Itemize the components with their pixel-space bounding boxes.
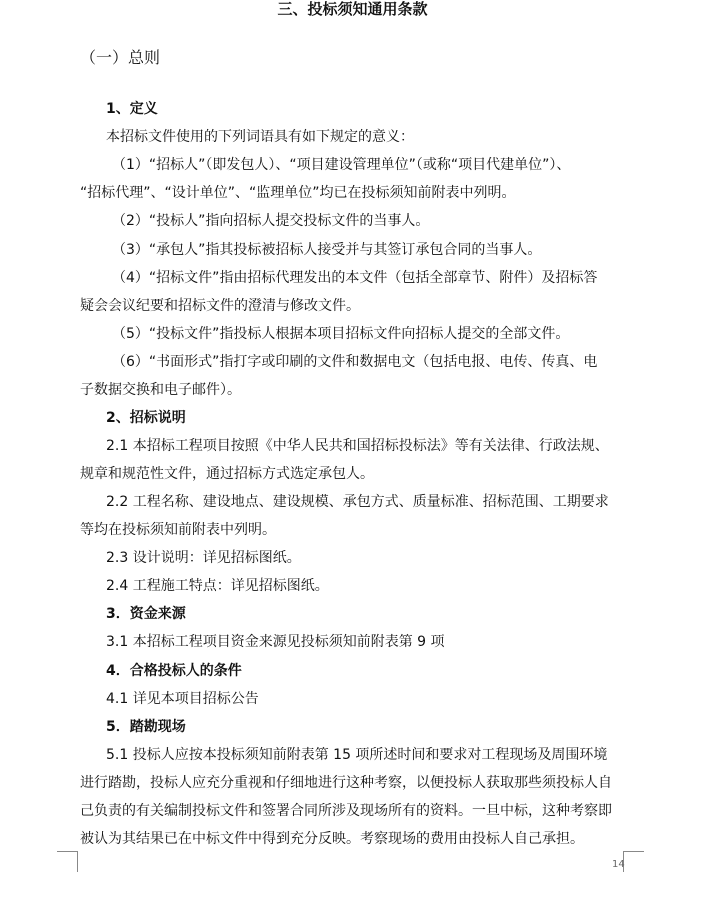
paragraph-line: 己负责的有关编制投标文件和签署合同所涉及现场所有的资料。一旦中标，这种考察即 (80, 803, 612, 819)
paragraph-line: （6）“书面形式”指打字或印刷的文件和数据电文（包括电报、电传、传真、电 (112, 354, 598, 370)
paragraph-line: 2.2 工程名称、建设地点、建设规模、承包方式、质量标准、招标范围、工期要求 (106, 494, 609, 510)
heading-definitions: 1、定义 (106, 101, 158, 117)
heading-qualified-bidders: 4．合格投标人的条件 (106, 663, 242, 679)
paragraph-line: 进行踏勘，投标人应充分重视和仔细地进行这种考察，以便投标人获取那些须投标人自 (80, 775, 612, 791)
paragraph-line: （2）“投标人”指向招标人提交投标文件的当事人。 (112, 213, 430, 229)
paragraph-line: 2.4 工程施工特点：详见招标图纸。 (106, 578, 329, 594)
paragraph-line: （4）“招标文件”指由招标代理发出的本文件（包括全部章节、附件）及招标答 (112, 270, 598, 286)
paragraph-line: 本招标文件使用的下列词语具有如下规定的意义： (106, 129, 414, 145)
paragraph-line: 3.1 本招标工程项目资金来源见投标须知前附表第 9 项 (106, 634, 445, 650)
paragraph-line: 2.3 设计说明：详见招标图纸。 (106, 550, 301, 566)
paragraph-line: （5）“投标文件”指投标人根据本项目招标文件向招标人提交的全部文件。 (112, 326, 570, 342)
heading-site-survey: 5．踏勘现场 (106, 719, 186, 735)
paragraph-line: （3）“承包人”指其投标被招标人接受并与其签订承包合同的当事人。 (112, 242, 542, 258)
paragraph-line: 被认为其结果已在中标文件中得到充分反映。考察现场的费用由投标人自己承担。 (80, 831, 584, 847)
paragraph-line: 子数据交换和电子邮件）。 (80, 382, 241, 398)
heading-funding-source: 3．资金来源 (106, 606, 186, 622)
paragraph-line: 规章和规范性文件，通过招标方式选定承包人。 (80, 466, 374, 482)
paragraph-line: 5.1 投标人应按本投标须知前附表第 15 项所述时间和要求对工程现场及周围环境 (106, 747, 608, 763)
page-number: 14 (612, 859, 625, 870)
paragraph-line: “招标代理”、“设计单位”、“监理单位”均已在投标须知前附表中列明。 (80, 185, 516, 201)
paragraph-line: 2.1 本招标工程项目按照《中华人民共和国招标投标法》等有关法律、行政法规、 (106, 438, 609, 454)
crop-mark-bottom-left (57, 851, 78, 872)
crop-mark-bottom-right (623, 851, 644, 872)
heading-tender-description: 2、招标说明 (106, 410, 186, 426)
paragraph-line: 4.1 详见本项目招标公告 (106, 691, 259, 707)
page-title: 三、投标须知通用条款 (277, 0, 428, 18)
paragraph-line: （1）“招标人”（即发包人）、“项目建设管理单位”（或称“项目代建单位”）、 (112, 157, 571, 173)
paragraph-line: 疑会会议纪要和招标文件的澄清与修改文件。 (80, 298, 360, 314)
subsection-heading: （一）总则 (80, 48, 161, 67)
paragraph-line: 等均在投标须知前附表中列明。 (80, 522, 276, 538)
